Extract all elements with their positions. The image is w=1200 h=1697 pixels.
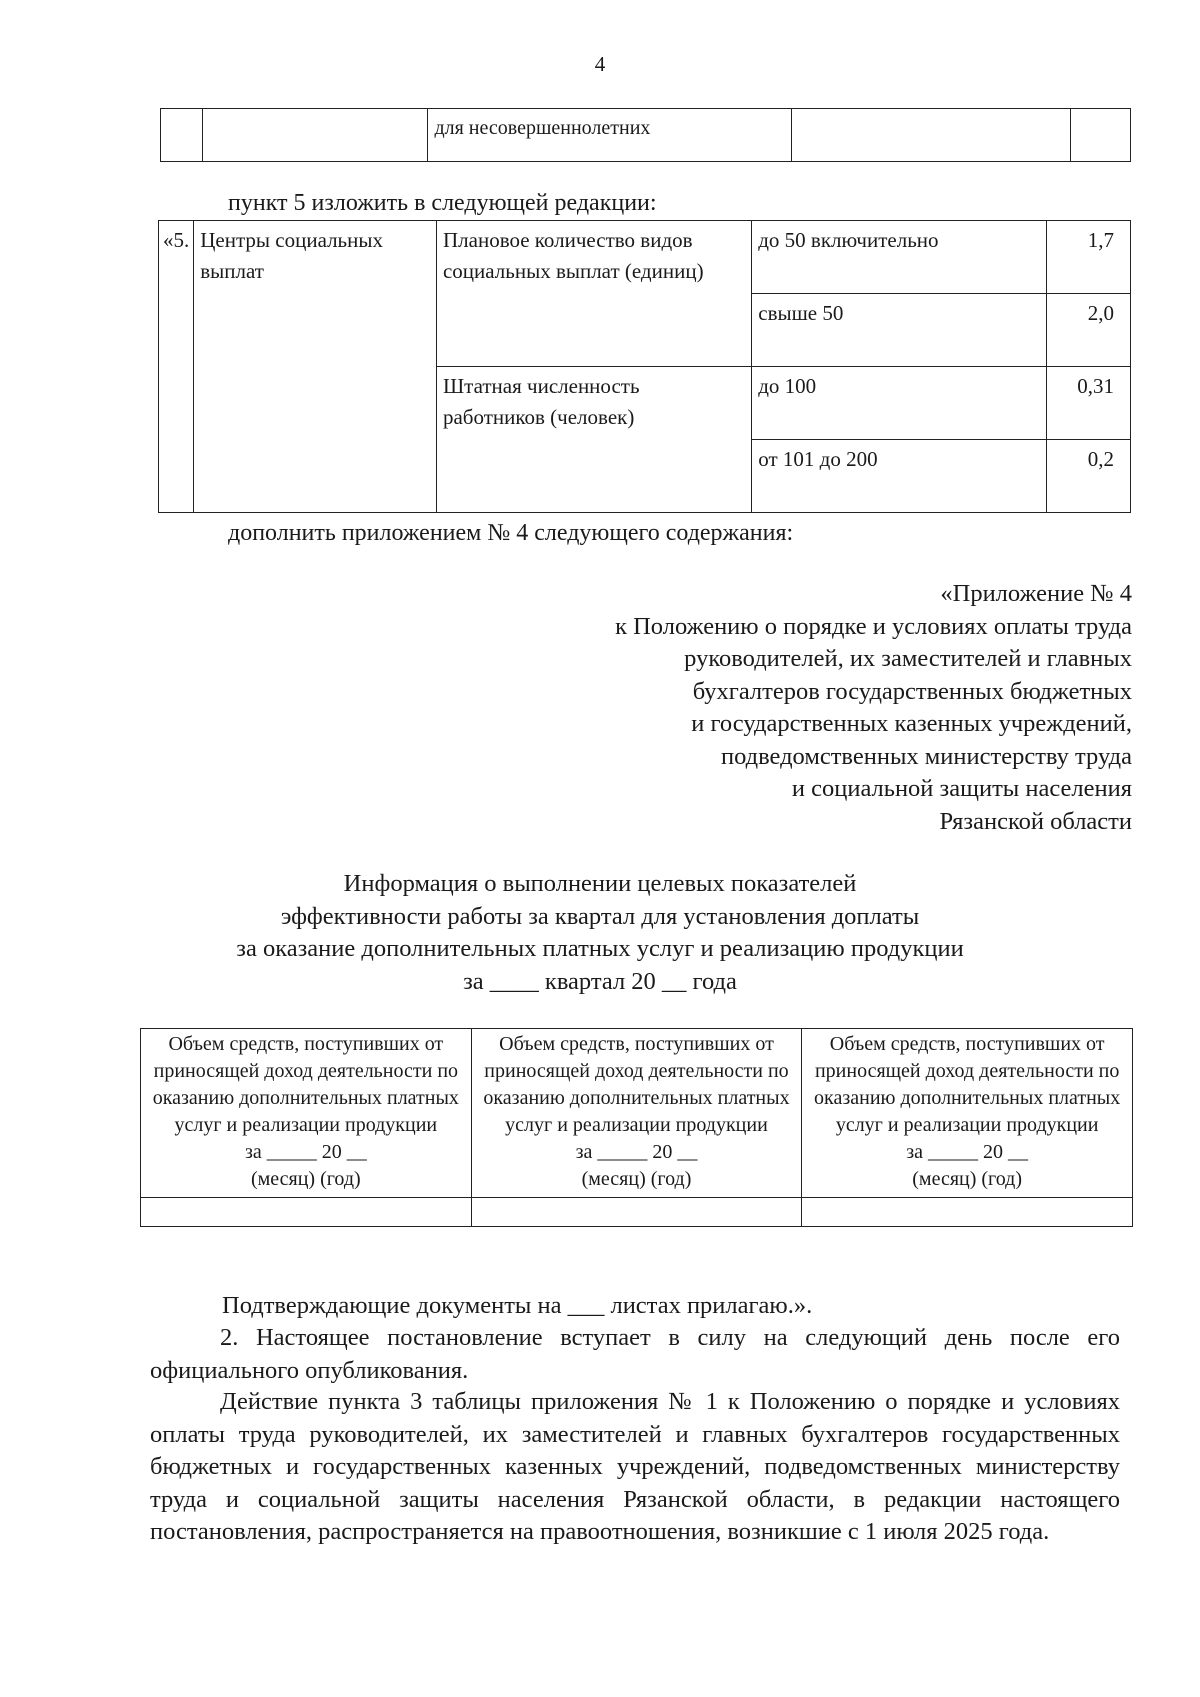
criterion-range: от 101 до 200 — [752, 440, 1047, 513]
table-cell — [202, 109, 427, 162]
document-title — [0, 868, 1200, 998]
criterion-range: свыше 50 — [752, 294, 1047, 367]
title-line: Информация о выполнении целевых показателей — [343, 870, 857, 897]
item5-table — [158, 220, 1131, 513]
intro-appendix: дополнить приложением № 4 следующего содержания: — [228, 520, 794, 546]
title-line: эффективности работы за квартал для установления доплаты — [280, 902, 920, 930]
report-value-cell — [802, 1198, 1133, 1227]
report-header-cell — [802, 1029, 1133, 1198]
appendix-line: «Приложение № 4 — [940, 580, 1132, 607]
appendix-line: руководителей, их заместителей и главных — [684, 645, 1132, 672]
item-number: «5. — [159, 221, 194, 513]
header-text: Объем средств, поступивших от приносящей доход деятельности по оказанию дополнительных платных услуг и реализации продукции — [483, 1033, 790, 1136]
confirm-line: Подтверждающие документы на ___ листах прилагаю.». — [222, 1292, 813, 1319]
appendix-line: подведомственных министерству труда — [721, 742, 1132, 770]
table-cell — [428, 109, 792, 162]
report-table — [140, 1028, 1133, 1227]
report-value-cell — [471, 1198, 802, 1227]
report-value-cell — [141, 1198, 472, 1227]
table-cell — [792, 109, 1071, 162]
title-line: за оказание дополнительных платных услуг и реализацию продукции — [236, 935, 964, 962]
period-line: за _____ 20 __ — [244, 1141, 367, 1163]
appendix-header — [615, 578, 1132, 838]
appendix-line: к Положению о порядке и условиях оплаты труда — [615, 612, 1132, 640]
table-cell — [1071, 109, 1131, 162]
criterion-label: Плановое количество видов социальных выплат (единиц) — [436, 221, 751, 367]
appendix-line: бухгалтеров государственных бюджетных — [692, 677, 1132, 705]
table-cell — [161, 109, 203, 162]
report-header-cell — [141, 1029, 472, 1198]
report-header-cell — [471, 1029, 802, 1198]
institution-name: Центры социальных выплат — [194, 221, 437, 513]
header-text: Объем средств, поступивших от приносящей доход деятельности по оказанию дополнительных платных услуг и реализации продукции — [152, 1033, 459, 1136]
criterion-coef: 0,31 — [1047, 367, 1131, 440]
period-caption: (месяц) (год) — [581, 1168, 692, 1190]
period-line: за _____ 20 __ — [906, 1141, 1029, 1163]
appendix-line: и государственных казенных учреждений, — [691, 710, 1132, 737]
previous-table-fragment — [160, 108, 1131, 162]
appendix-line: и социальной защиты населения — [791, 775, 1132, 802]
intro-point5: пункт 5 изложить в следующей редакции: — [228, 190, 657, 216]
header-text: Объем средств, поступивших от приносящей доход деятельности по оказанию дополнительных платных услуг и реализации продукции — [814, 1033, 1121, 1136]
criterion-range: до 50 включительно — [752, 221, 1047, 294]
fragment-text: для несовершеннолетних — [434, 117, 651, 139]
page-number: 4 — [594, 52, 606, 76]
criterion-coef: 0,2 — [1047, 440, 1131, 513]
criterion-label: Штатная численность работников (человек) — [436, 367, 751, 513]
paragraph-2: 2. Настоящее постановление вступает в силу на следующий день после его официального опубликования. — [150, 1324, 1120, 1384]
period-caption: (месяц) (год) — [250, 1168, 361, 1190]
period-caption: (месяц) (год) — [912, 1168, 1023, 1190]
period-line: за _____ 20 __ — [575, 1141, 698, 1163]
criterion-coef: 1,7 — [1047, 221, 1131, 294]
paragraph-3: Действие пункта 3 таблицы приложения № 1 к Положению о порядке и условиях оплаты труда руководителей, их заместителей и главных бухгалтеров государственных бюджетных и государственных казенных учреждений, подведомственных министерству труда и социальной защиты населения Рязанской области, в редакции настоящего постановления, распространяется на правоотношения, возникшие с 1 июля 2025 года. — [150, 1388, 1120, 1545]
title-line: за ____ квартал 20 __ года — [463, 967, 737, 995]
appendix-line: Рязанской области — [939, 807, 1132, 835]
criterion-range: до 100 — [752, 367, 1047, 440]
criterion-coef: 2,0 — [1047, 294, 1131, 367]
